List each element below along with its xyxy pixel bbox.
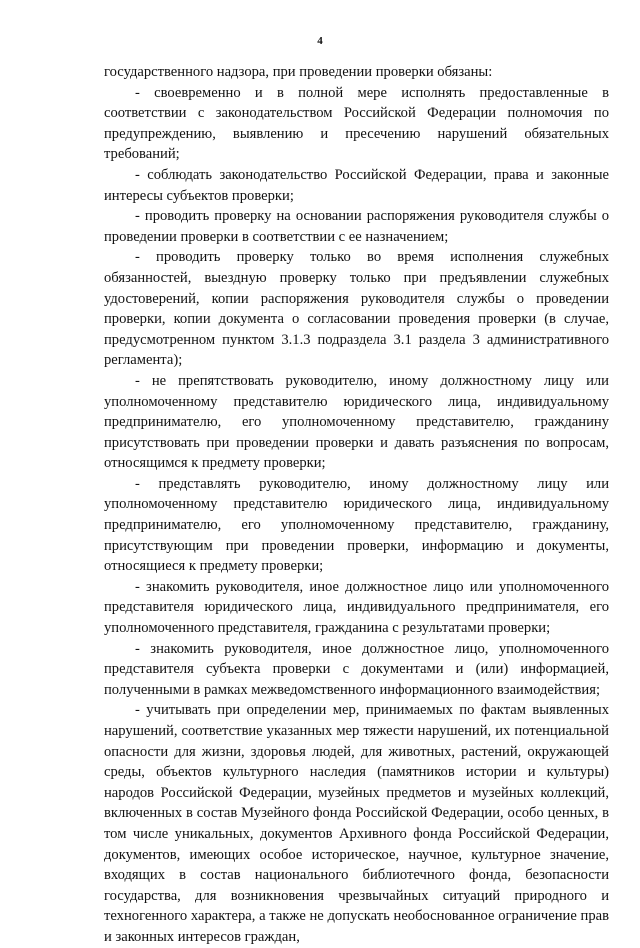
paragraph-duty-not-obstruct: - не препятствовать руководителю, иному должностному лицу или уполномоченному представителю юридического лица, индивидуальному предпринимателю, его уполномоченному представителю, гражданину присутствовать при проведении проверки и давать разъяснения по вопросам, относящимся к предмету проверки; xyxy=(104,372,609,472)
paragraph-duty-provide-information: - представлять руководителю, иному должностному лицу или уполномоченному представителю юридического лица, индивидуальному предпринимателю, его уполномоченному представителю, гражданину, присутствующим при проведении проверки, информацию и документы, относящиеся к предмету проверки; xyxy=(104,475,609,575)
paragraph-intro-continuation: государственного надзора, при проведении проверки обязаны: xyxy=(104,64,493,80)
document-body xyxy=(104,62,609,948)
paragraph-duty-official-time: - проводить проверку только во время исполнения служебных обязанностей, выездную проверку только при предъявлении служебных удостоверений, копии распоряжения руководителя службы о проведении проверки, копии документа о согласовании проведения проверки (в случае, предусмотренном пунктом 3.1.3 подраздела 3.1 раздела 3 административного регламента); xyxy=(104,249,609,369)
paragraph-duty-acquaint-results: - знакомить руководителя, иное должностное лицо или уполномоченного представителя юридического лица, индивидуального предпринимателя, его уполномоченного представителя, гражданина с результатами проверки; xyxy=(104,578,609,637)
paragraph-duty-exercise-powers: - своевременно и в полной мере исполнять предоставленные в соответствии с законодательством Российской Федерации полномочия по предупреждению, выявлению и пресечению нарушений обязательных требований; xyxy=(104,84,609,163)
paragraph-duty-order-basis: - проводить проверку на основании распоряжения руководителя службы о проведении проверки в соответствии с ее назначением; xyxy=(104,208,609,245)
paragraph-duty-observe-law: - соблюдать законодательство Российской Федерации, права и законные интересы субъектов проверки; xyxy=(104,166,609,204)
paragraph-duty-acquaint-documents: - знакомить руководителя, иное должностное лицо, уполномоченного представителя субъекта проверки с документами и (или) информацией, полученными в рамках межведомственного информационного взаимодействия; xyxy=(104,640,609,698)
paragraph-duty-proportional-measures: - учитывать при определении мер, принимаемых по фактам выявленных нарушений, соответствие указанных мер тяжести нарушений, их потенциальной опасности для жизни, здоровья людей, для животных, растений, окружающей среды, объектов культурного наследия (памятников истории и культуры) народов Российской Федерации, музейных предметов и музейных коллекций, включенных в состав Музейного фонда Российской Федерации, особо ценных, в том числе уникальных, документов Архивного фонда Российской Федерации, документов, имеющих особое историческое, научное, культурное значение, входящих в состав национального библиотечного фонда, безопасности государства, для возникновения чрезвычайных ситуаций природного и техногенного характера, а также не допускать необоснованное ограничение прав и законных интересов граждан, xyxy=(104,702,609,945)
page-number: 4 xyxy=(317,35,323,47)
